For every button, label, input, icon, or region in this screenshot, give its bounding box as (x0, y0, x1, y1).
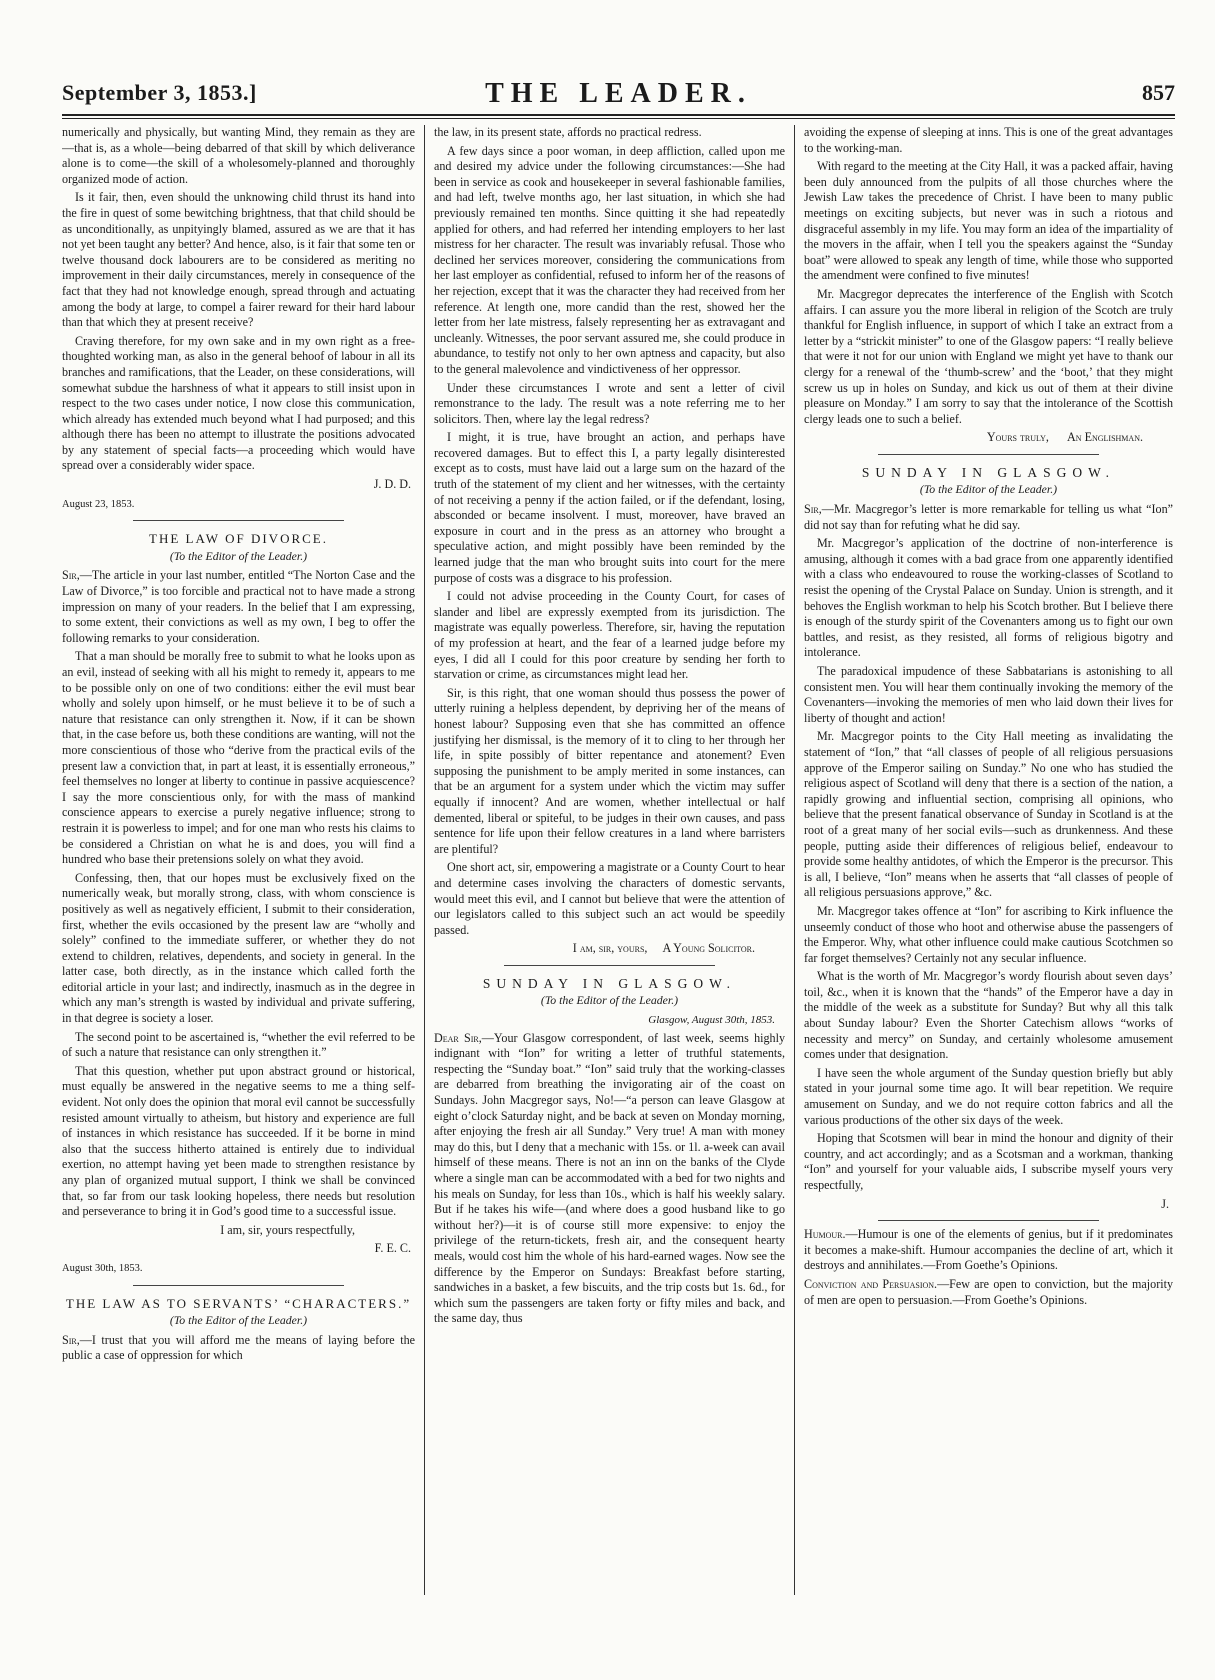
masthead (62, 78, 1175, 108)
dateline: Glasgow, August 30th, 1853. (648, 1014, 775, 1027)
paragraph: The second point to be ascertained is, “whether the evil referred to be of such a nature that resistance can only strengthen it.” (62, 1029, 415, 1060)
paragraph (62, 568, 415, 646)
signature: F. E. C. (374, 1241, 411, 1256)
editor-address: (To the Editor of the Leader.) (169, 1313, 308, 1328)
heading-sunday-in-glasgow: SUNDAY IN GLASGOW. (482, 975, 737, 991)
divider (133, 520, 345, 521)
salutation: Sir, (62, 568, 80, 583)
signature-name: A Young Solicitor. (662, 941, 755, 956)
paragraph (804, 502, 1173, 533)
masthead-rule (62, 114, 1175, 116)
paragraph: the law, in its present state, affords no practical redress. (434, 125, 702, 139)
paragraph: avoiding the expense of sleeping at inns. This is one of the great advantages to the working-man. (804, 125, 1173, 155)
letter-date: August 23, 1853. (62, 498, 135, 510)
editor-address: (To the Editor of the Leader.) (169, 548, 308, 563)
divider (878, 454, 1099, 455)
editor-address: (To the Editor of the Leader.) (919, 482, 1058, 497)
editor-address: (To the Editor of the Leader.) (540, 993, 679, 1008)
paragraph-conviction (804, 1277, 1173, 1308)
paragraph-text: —Humour is one of the elements of genius, but if it predominates it becomes a make-shift. Humour accompanies the decline of art, which it destroys and annihilates.—From Goethe’s Opinions. (804, 1227, 1173, 1273)
paragraph: Hoping that Scotsmen will bear in mind the honour and dignity of their country, and act accordingly; and as a Scotsman and a workman, thanking “Ion” and yourself for your valuable aids, I subscribe myself yours very respectfully, (804, 1131, 1173, 1192)
column-1 (62, 125, 424, 1595)
divider (878, 1220, 1099, 1221)
heading-law-of-divorce: THE LAW OF DIVORCE. (149, 531, 328, 547)
paragraph: One short act, sir, empowering a magistrate or a County Court to hear and determine cases involving the characters of domestic servants, would meet this evil, and I cannot but believe that were the attention of our legislators called to this subject such an act would be speedily passed. (434, 860, 785, 937)
paragraph: I could not advise proceeding in the County Court, for cases of slander and libel are expressly exempted from its jurisdiction. The magistrate was equally powerless. Therefore, sir, having the reputation of my profession at heart, and the fear of a learned judge before my eyes, I did all I could for this poor creature by sending her forth to starvation or crime, as circumstances might lead her. (434, 589, 785, 682)
paragraph-text: —Your Glasgow correspondent, of last week, seems highly indignant with “Ion” for writing a letter of truthful statements, respecting the “Sunday boat.” “Ion” said truly that the working-classes are debarred from breathing the invigorating air of the coast on Sundays. John Macgregor says, No!—“a person can leave Glasgow at eight o’clock Saturday night, and be back at seven on Monday morning, after enjoying the fresh air all Sunday.” Very true! A man with money may do this, but I deny that a mechanic with 15s. or 1l. a-week can avail himself of these means. There is not an inn on the banks of the Clyde where a single man can be accommodated with a bed for two nights and his meals on Sunday, for less than 10s., which is half his weekly salary. But if he takes his wife—(and where does a good husband like to go without her?)—it is of course still more expensive: to enjoy the privilege of the return-tickets, fresh air, and the consequent hearty meals, would cost him the whole of his hard-earned wages. Now see the difference by the Emperor on Sundays: Breakfast before starting, sandwiches in a basket, a few biscuits, and the trip costs but 1s. 6d., for which sum the passengers are taken forty or fifty miles and back, and the same day, thus (434, 1030, 785, 1326)
page-number: 857 (1142, 80, 1175, 105)
paragraph: Confessing, then, that our hopes must be exclusively fixed on the numerically weak, but morally strong, class, with whom conscience is positively as well as negatively efficient, I submit to their consideration, first, whether the evils occasioned by the present law are “wholly and solely” confined to the immediate sufferer, or whether they do not extend to children, relatives, dependents, and society in general. In the latter case, both directly, as in the instance which called forth the editorial article in your last; and indirectly, inasmuch as in the degree in which any man’s strength is wasted by individual and private suffering, in that degree is society a loser. (62, 870, 415, 1026)
paragraph: Mr. Macgregor’s application of the doctrine of non-interference is amusing, although it comes with a bad grace from one apparently identified with a class who endeavoured to rouse the working-classes of Scotland to resist the opening of the Crystal Palace on Sunday. Union is strength, and it behoves the English workman to help his Scotch brother. But I believe there is enough of the sturdy spirit of the Covenanters among us to fight our own battles, and resist, as they resisted, all forms of religious bigotry and intolerance. (804, 536, 1173, 660)
paragraph: The paradoxical impudence of these Sabbatarians is astonishing to all consistent men. You will hear them continually invoking the memory of the Covenanters—invoking the memories of men who laid down their lives for liberty of thought and action! (804, 664, 1173, 725)
divider (133, 1285, 345, 1286)
paragraph (62, 1333, 415, 1364)
item-lead: Humour. (804, 1227, 846, 1242)
paragraph-text: —I trust that you will afford me the means of laying before the public a case of oppression for which (62, 1332, 415, 1363)
paragraph: Is it fair, then, even should the unknowing child thrust its hand into the fire in quest of some bewitching brightness, that that child should be as unconditionally, as unpityingly blamed, assured as we are that it has not yet been taught any better? And hence, also, is it fair that some ten or twelve thousand dock labourers are to be considered as meriting no improvement in their daily circumstances, merely in consequence of the fact that they had not knowledge enough, spread through and actuating among the body at large, to compel a fairer reward for their hard labour than that which they at present receive? (62, 190, 415, 330)
closing: I am, sir, yours respectfully, (220, 1222, 355, 1237)
signature (434, 941, 755, 957)
paragraph: Under these circumstances I wrote and sent a letter of civil remonstrance to the lady. The result was a note referring me to her solicitors. Then, where lay the legal redress? (434, 380, 785, 426)
signature: J. D. D. (373, 477, 411, 492)
paragraph: With regard to the meeting at the City Hall, it was a packed affair, having been duly announced from the pulpits of all those churches where the Jewish Law takes the precedence of Christ. I have been to many public meetings on exciting subjects, but never was in such a riotous and disgraceful assembly in my life. You may form an idea of the impartiality of the movers in the affair, when I tell you the speakers against the “Sunday boat” were allowed to speak any length of time, while those who supported the amendment were confined to five minutes! (804, 159, 1173, 283)
closing: Yours truly, (986, 430, 1049, 445)
paragraph-text: —Mr. Macgregor’s letter is more remarkable for telling us what “Ion” did not say than for refuting what he did say. (804, 502, 1173, 532)
paragraph: I have seen the whole argument of the Sunday question briefly but ably stated in your journal some time ago. It will bear repetition. We require amusement on Sunday, and we do not require cotton fabrics and all the various productions of the other six days of the week. (804, 1065, 1173, 1127)
paragraph: Sir, is this right, that one woman should thus possess the power of utterly ruining a helpless dependent, by depriving her of the means of honest labour? Supposing even that she has committed an offence justifying her dismissal, is the memory of it to cling to her through her life, in spite possibly of bitter repentance and atonement? Even supposing the punishment to be amply merited in some instances, can that be an argument for a system under which the victim may suffer equally if innocent? And are women, whether intellectual or half demented, liberal or spiteful, to be judges in their own causes, and pass sentence for life upon their fellow creatures in a land where barristers are plentiful? (434, 685, 785, 856)
closing: I am, sir, yours, (572, 941, 648, 956)
divider (504, 965, 715, 966)
newspaper-title: THE LEADER. (485, 78, 752, 109)
issue-date: September 3, 1853.] (62, 80, 257, 105)
paragraph: Mr. Macgregor takes offence at “Ion” for ascribing to Kirk influence the unseemly conduct of those who hoot and otherwise abuse the passengers of the Emperor. Why, what other influence could make cautious Scotchmen so far forget themselves? Certainly not any secular influence. (804, 903, 1173, 965)
column-3 (794, 125, 1173, 1595)
paragraph: A few days since a poor woman, in deep affliction, called upon me and desired my advice under the following circumstances:—She had been in service as cook and housekeeper in several fashionable families, and had left, twelve months ago, her last situation, in which she had previously remained ten months. Since quitting it she had repeatedly applied for others, and had referred her intending employers to her last mistress for her character. The result was invariably refusal. Those who declined her services moreover, considering the communications from her last employer as confidential, refused to inform her of the reasons of her rejection, except that it was the character they had received from her reference. At length one, more candid than the rest, showed her the letter from her late mistress, falsely representing her as extravagant and uncleanly. Witnesses, the poor servant assured me, she could produce in abundance, to testify not only to her own aptness and capacity, but also to the general malevolence and vindictiveness of her oppressor. (434, 143, 785, 376)
paragraph: numerically and physically, but wanting Mind, they remain as they are—that is, as a whole—being debarred of that skill by which deliverance alone is to come—the skill of a wholesomely-planned and thoroughly organized mode of action. (62, 125, 415, 186)
paragraph-text: —The article in your last number, entitled “The Norton Case and the Law of Divorce,” is too forcible and practical not to have made a strong impression on many of your readers. In the belief that I am expressing, to some extent, their convictions as well as my own, I beg to offer the following remarks to your consideration. (62, 568, 415, 645)
item-lead: Conviction and Persuasion. (804, 1276, 938, 1291)
masthead-rule-thin (62, 118, 1175, 119)
paragraph: Mr. Macgregor points to the City Hall meeting as invalidating the statement of “Ion,” that “all classes of people of all religious persuasions approve of the Emperor sailing on Sunday.” No one who has studied the religious aspect of Scotland will deny that there is a section of the nation, a rapidly growing and influential section, comprising all opinions, who believe that the present fanatical observance of Sunday in Scotland is at the root of a great many of her social evils—such as drunkenness. And these people, putting aside their differences of religious belief, endeavour to provide some healthy antidotes, of which the Emperor is the precursor. This is all, I believe, “Ion” means when he asserts that “all classes of people of all religious persuasions approve,” &c. (804, 729, 1173, 900)
paragraph: I might, it is true, have brought an action, and perhaps have recovered damages. But to effect this I, a party legally disinterested except as to costs, must have laid out a large sum on the hazard of the truth of the statement of my client and her witnesses, with the certainty of not receiving a penny if the action failed, or if the defendant, losing, absconded or became insolvent. I must, moreover, have braved an exposure in court and in the press as an attorney who brought a speculative action, and might possibly have been reminded by the learned judge that the man who brought suits into court for the mere purpose of costs was a disgrace to his profession. (434, 430, 785, 585)
salutation: Dear Sir, (434, 1030, 482, 1045)
heading-law-as-to-servants: THE LAW AS TO SERVANTS’ “CHARACTERS.” (65, 1295, 412, 1311)
paragraph-text: —Few are open to conviction, but the majority of men are open to persuasion.—From Goethe’s Opinions. (804, 1276, 1173, 1307)
paragraph (434, 1031, 785, 1327)
signature (804, 430, 1143, 446)
article-columns (62, 125, 1175, 1595)
paragraph-humour (804, 1227, 1173, 1274)
column-2 (424, 125, 794, 1595)
salutation: Sir, (804, 502, 822, 517)
heading-sunday-in-glasgow: SUNDAY IN GLASGOW. (861, 464, 1116, 480)
signature-name: An Englishman. (1067, 430, 1143, 445)
paragraph: That this question, whether put upon abstract ground or historical, must equally be answered in the negative seems to me a thing self-evident. Not only does the opinion that moral evil cannot be successfully resisted amount virtually to atheism, but history and experience are full of instances in which resistance has succeeded. If it be borne in mind also that the success hitherto attained is entirely due to individual exertion, no attempt having yet been made to strengthen resistance by any plan of organized mutual support, I think we shall be convinced that, so far from our task looking hopeless, there needs but resolution and perseverance to bring it in God’s good time to a successful issue. (62, 1063, 415, 1219)
paragraph: Craving therefore, for my own sake and in my own right as a free-thoughted working man, as also in the general behoof of labour in all its branches and ramifications, that the Leader, on these considerations, will somewhat subdue the harshness of what it appears to still insist upon in respect to the two cases under notice, I now close this communication, which already has extended much beyond what I had purposed; and this although there has been no attempt to illustrate the positions advocated by any statement of special facts—a proceeding which would have spread over a considerably wider space. (62, 333, 415, 473)
paragraph: That a man should be morally free to submit to what he looks upon as an evil, instead of seeking with all his might to remedy it, appears to me to be possible only on one of two conditions: either the evil must bear wholly and solely upon himself, or he must believe it to be of such a nature that resistance can only strengthen it. Now, if it can be shown that, in the case before us, both these conditions are wanting, will not the more conscientious of those who “derive from the practical evils of the present law a conviction that, in part at least, it is essentially erroneous,” feel themselves no longer at liberty to continue in passive acquiescence? I say the more conscientious only, for with the mass of mankind conscience appears to exercise a purely negative influence; strong to restrain it is powerless to impel; and for one man who rests his claims to be considered a Christian on what he is and does, you will find a hundred who base their pretensions solely on what they avoid. (62, 649, 415, 867)
salutation: Sir, (62, 1332, 80, 1347)
paragraph: Mr. Macgregor deprecates the interference of the English with Scotch affairs. I can assure you the more liberal in religion of the Scotch are truly thankful for English influence, in support of which I take an extract from a letter by a “strickit minister” to one of the Glasgow papers: “I really believe that were it not for our union with England we might yet have to thank our clergy for a renewal of the ‘thumb-screw’ and the ‘boot,’ that they might screw us up in holes on Sunday, and kick us out of them at their divine pleasure on Monday.” I am sorry to say that the intolerance of the Scottish clergy leads one to such a belief. (804, 286, 1173, 426)
signature: J. (1161, 1196, 1169, 1211)
paragraph: What is the worth of Mr. Macgregor’s wordy flourish about seven days’ toil, &c., when it is known that the “hands” of the Emperor have a day in the middle of the week as a substitute for Sunday? But why all this talk about Sunday labour? Even the Shorter Catechism allows “works of necessity and mercy” on Sunday, and certainly wholesome amusement comes under that designation. (804, 969, 1173, 1062)
letter-date: August 30th, 1853. (62, 1262, 143, 1274)
